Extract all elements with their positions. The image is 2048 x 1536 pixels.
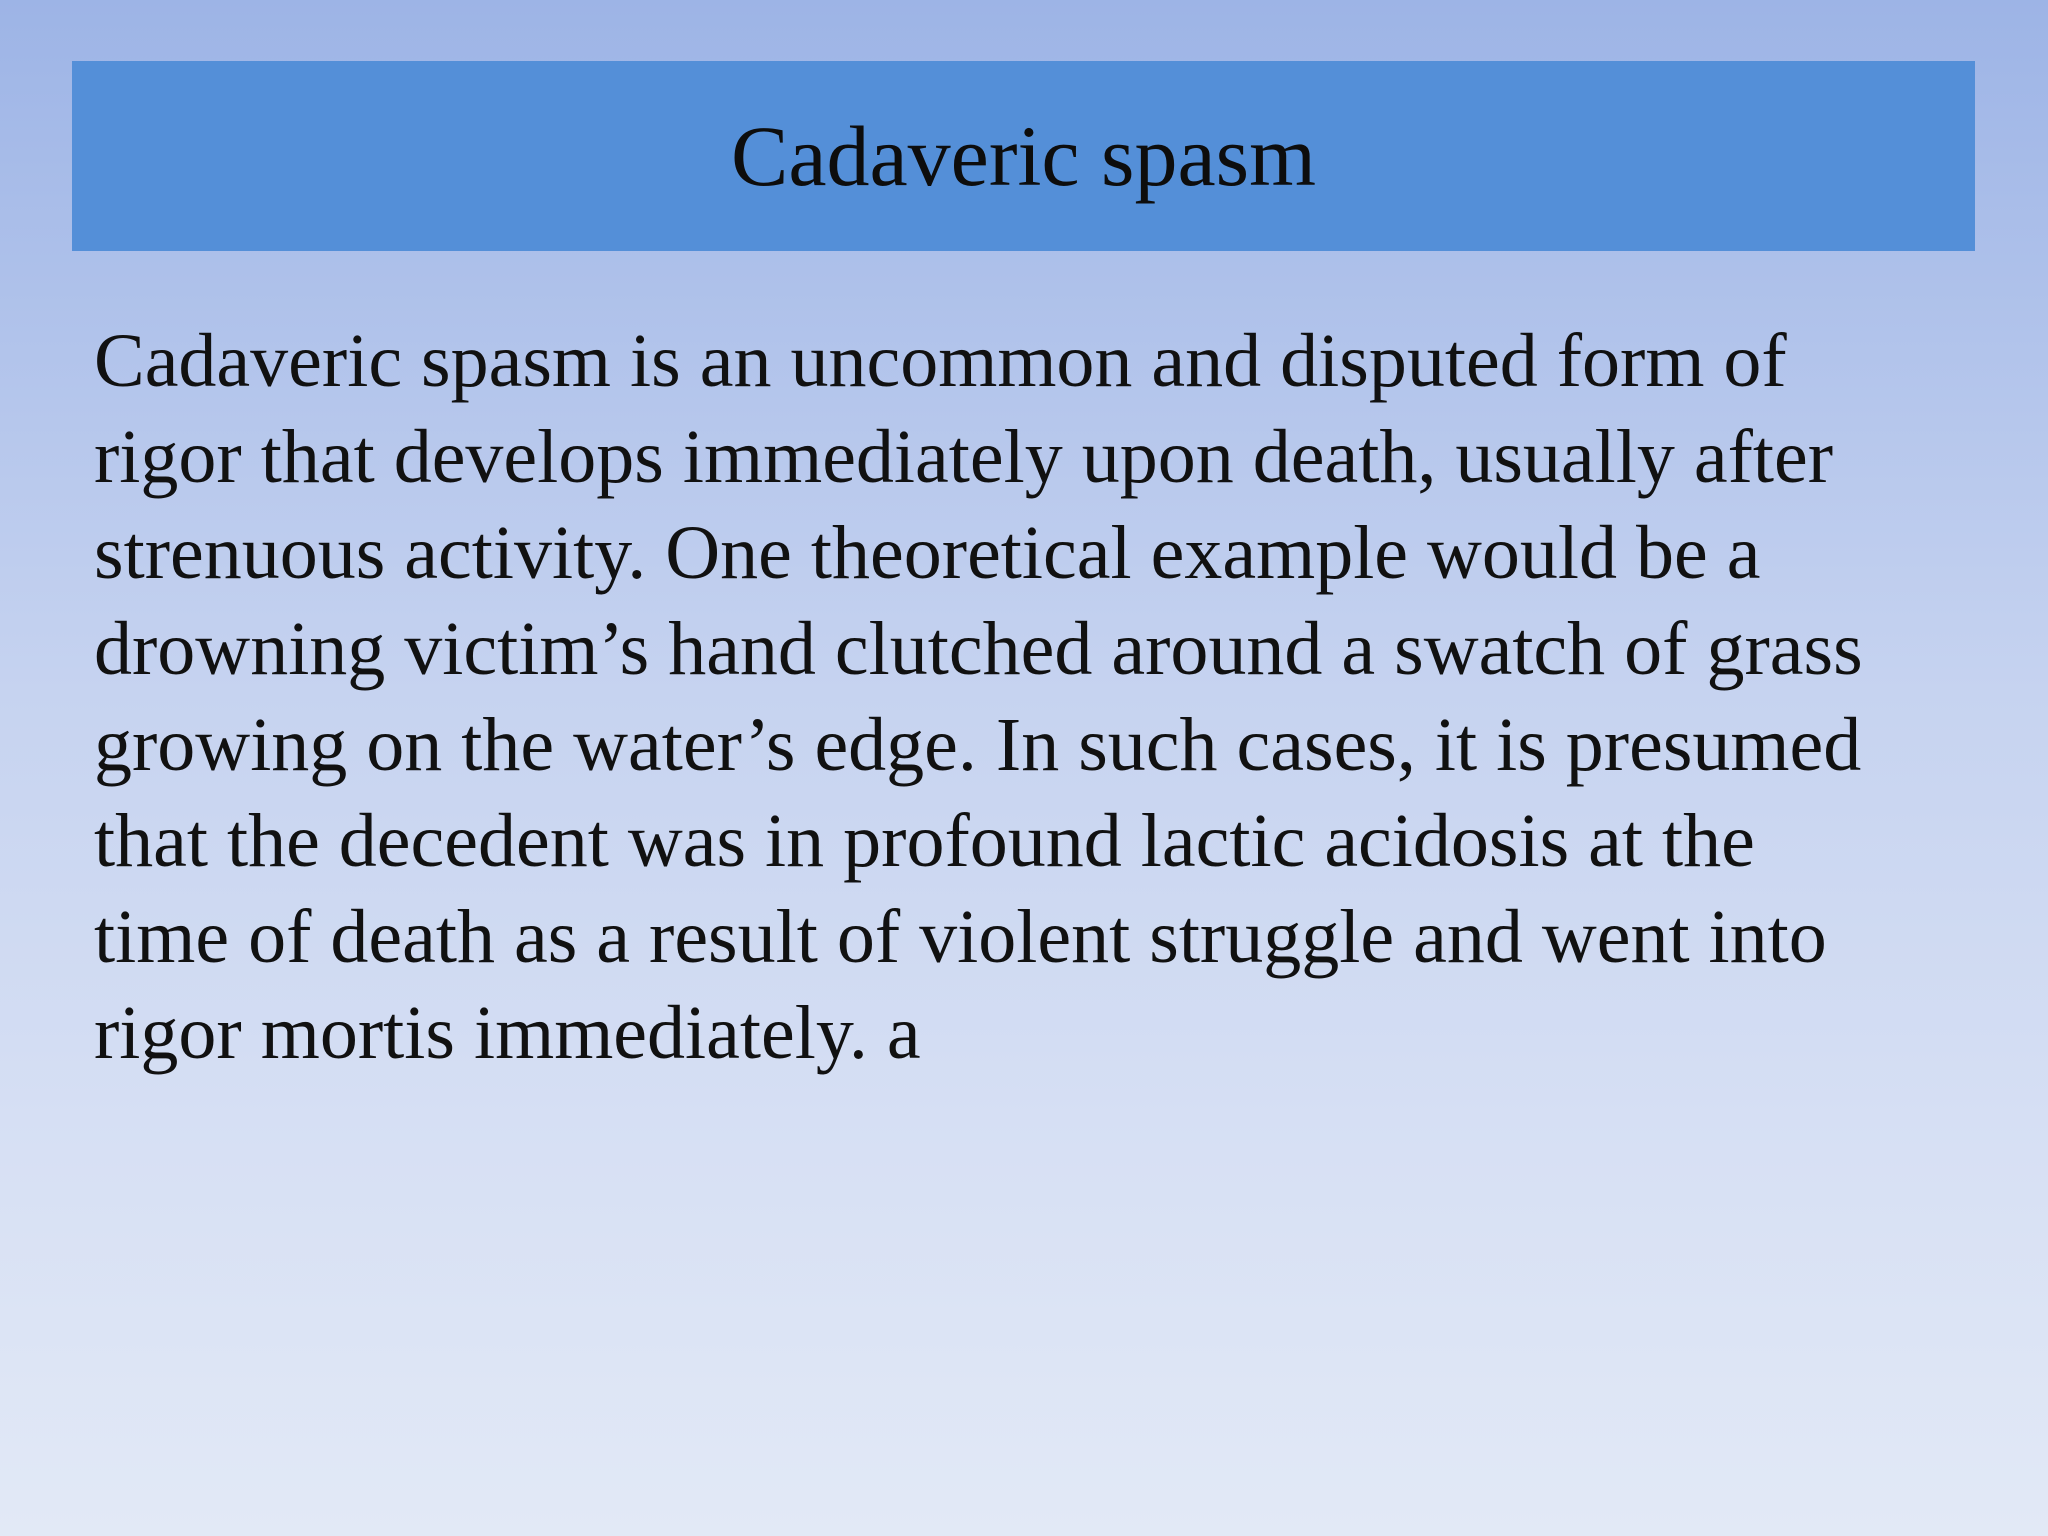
body-line-4: drowning victim’s hand clutched around a swatch of grass bbox=[94, 607, 1863, 691]
body-line-1: Cadaveric spasm is an uncommon and disputed form of bbox=[94, 319, 1787, 403]
slide-title: Cadaveric spasm bbox=[730, 108, 1317, 204]
body-line-7: time of death as a result of violent struggle and went into bbox=[94, 895, 1827, 979]
slide-body bbox=[94, 313, 1994, 1081]
body-line-3: strenuous activity. One theoretical example would be a bbox=[94, 511, 1761, 595]
title-bar bbox=[72, 61, 1975, 251]
body-line-6: that the decedent was in profound lactic acidosis at the bbox=[94, 799, 1755, 883]
body-line-8: rigor mortis immediately. a bbox=[94, 991, 921, 1075]
body-line-5: growing on the water’s edge. In such cases, it is presumed bbox=[94, 703, 1862, 787]
body-line-2: rigor that develops immediately upon death, usually after bbox=[94, 415, 1834, 499]
